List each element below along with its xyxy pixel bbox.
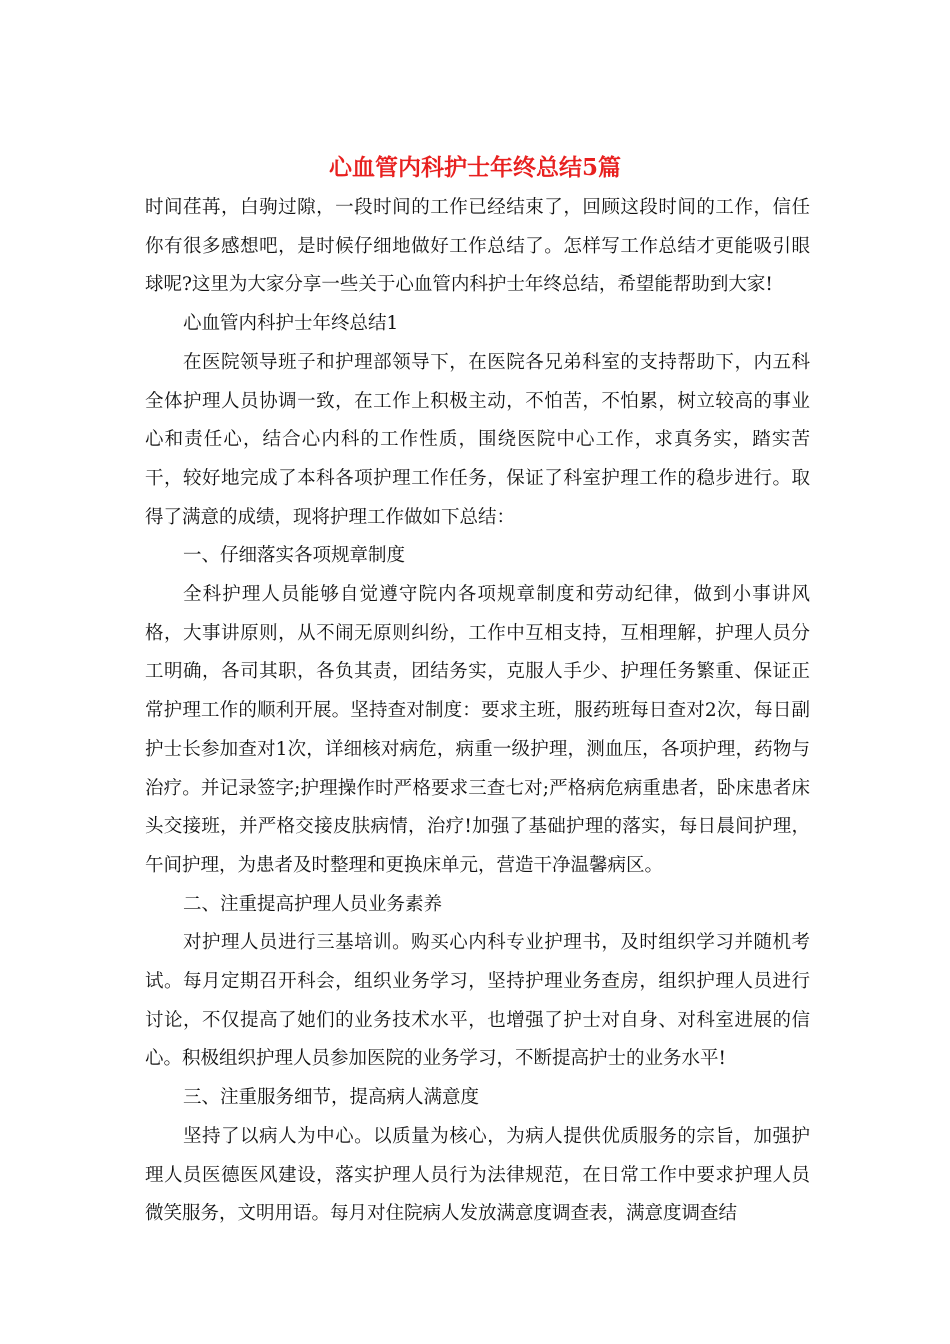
service-details-paragraph: 坚持了以病人为中心。以质量为核心，为病人提供优质服务的宗旨，加强护理人员医德医风建设，落实护理人员行为法律规范，在日常工作中要求护理人员微笑服务，文明用语。每月对住院病人发放满意度调查表，满意度调查结	[145, 1125, 810, 1225]
document-title: 心血管内科护士年终总结5篇	[328, 154, 621, 181]
document-body	[145, 189, 810, 1234]
professional-quality-paragraph: 对护理人员进行三基培训。购买心内科专业护理书，及时组织学习并随机考试。每月定期召开科会，组织业务学习，坚持护理业务查房，组织护理人员进行讨论，不仅提高了她们的业务技术水平，也增强了护士对自身、对科室进展的信心。积极组织护理人员参加医院的业务学习，不断提高护士的业务水平!	[145, 932, 810, 1070]
heading-rules-implementation: 一、仔细落实各项规章制度	[183, 545, 406, 567]
section-title-summary-1: 心血管内科护士年终总结1	[183, 313, 399, 335]
heading-professional-quality: 二、注重提高护理人员业务素养	[183, 893, 443, 915]
intro-paragraph: 时间荏苒，白驹过隙，一段时间的工作已经结束了，回顾这段时间的工作，信任你有很多感想吧，是时候仔细地做好工作总结了。怎样写工作总结才更能吸引眼球呢?这里为大家分享一些关于心血管内科护士年终总结，希望能帮助到大家!	[145, 197, 810, 296]
summary-1-opening-paragraph: 在医院领导班子和护理部领导下，在医院各兄弟科室的支持帮助下，内五科全体护理人员协调一致，在工作上积极主动，不怕苦，不怕累，树立较高的事业心和责任心，结合心内科的工作性质，围绕医院中心工作，求真务实，踏实苦干，较好地完成了本科各项护理工作任务，保证了科室护理工作的稳步进行。取得了满意的成绩，现将护理工作做如下总结：	[145, 351, 810, 528]
heading-service-details: 三、注重服务细节，提高病人满意度	[183, 1087, 480, 1109]
rules-implementation-paragraph: 全科护理人员能够自觉遵守院内各项规章制度和劳动纪律，做到小事讲风格，大事讲原则，从不闹无原则纠纷，工作中互相支持，互相理解，护理人员分工明确，各司其职，各负其责，团结务实，克服人手少、护理任务繁重、保证正常护理工作的顺利开展。坚持查对制度：要求主班，服药班每日查对2次，每日副护士长参加查对1次，详细核对病危，病重一级护理，测血压，各项护理，药物与治疗。并记录签字;护理操作时严格要求三查七对;严格病危病重患者，卧床患者床头交接班，并严格交接皮肤病情，治疗!加强了基础护理的落实，每日晨间护理，午间护理，为患者及时整理和更换床单元，营造干净温馨病区。	[145, 584, 811, 876]
